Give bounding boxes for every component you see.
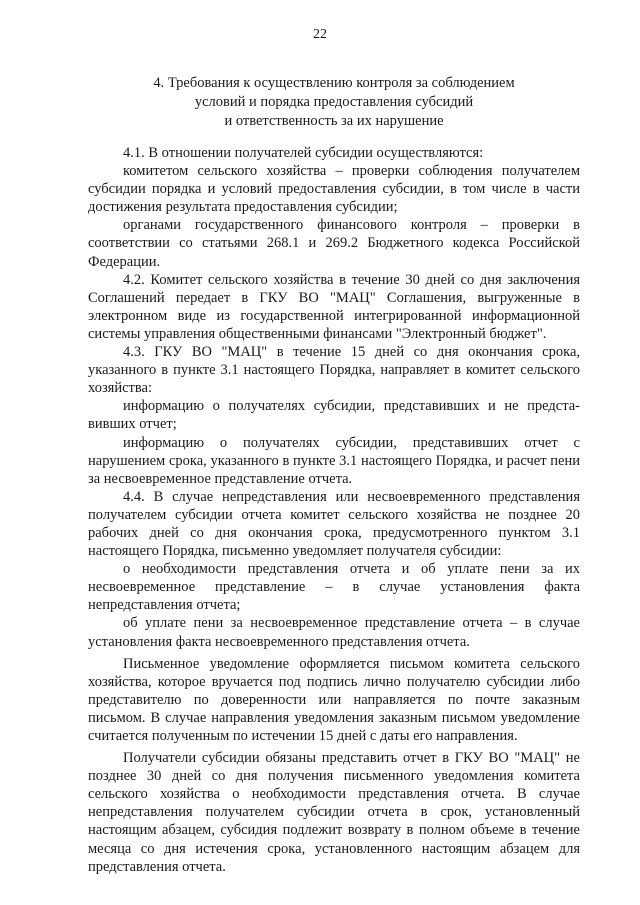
section-title-line: и ответственность за их нарушение (224, 113, 444, 129)
section-title (88, 74, 580, 131)
paragraph: информацию о получателях субсидии, представивших и не предста-вивших отчет; (88, 398, 580, 433)
paragraph: об уплате пени за несвоевременное представление отчета – в случае установления факта несвоевременного представления отчета. (88, 615, 580, 650)
section-title-line: условий и порядка предоставления субсидий (194, 94, 474, 110)
paragraph: информацию о получателях субсидии, представивших отчет с нарушением срока, указанного в пункте 3.1 настоящего Порядка, и расчет пени за несвоевременное представление отчета. (88, 434, 580, 487)
document-body (88, 144, 580, 876)
paragraph: Письменное уведомление оформляется письмом комитета сельского хозяйства, которое вручается под подпись лично получателю субсидии либо представителю по доверенности или направляется по почте заказным письмом. В случае направления уведомления заказным письмом уведомление считается полученным по истечении 15 дней с даты его направления. (88, 655, 580, 744)
paragraph: 4.3. ГКУ ВО "МАЦ" в течение 15 дней со дня окончания срока, указанного в пункте 3.1 настоящего Порядка, направляет в комитет сельского хозяйства: (88, 344, 580, 397)
paragraph: комитетом сельского хозяйства – проверки соблюдения получателем субсидии порядка и условий предоставления субсидии, в том числе в части достижения результата предоставления субсидии; (88, 163, 580, 216)
paragraph: 4.4. В случае непредставления или несвоевременного представления получателем субсидии отчета комитет сельского хозяйства не позднее 20 рабочих дней со дня окончания срока, предусмотренного пунктом 3.1 настоящего Порядка, письменно уведомляет получателя субсидии: (88, 488, 580, 560)
paragraph: о необходимости представления отчета и об уплате пени за их несвоевременное представление – в случае установления факта непредставления отчета; (88, 561, 580, 614)
page-number: 22 (313, 27, 327, 42)
paragraph: органами государственного финансового контроля – проверки в соответствии со статьями 268.1 и 269.2 Бюджетного кодекса Российской Федерации. (88, 217, 580, 270)
paragraph: 4.1. В отношении получателей субсидии осуществляются: (123, 145, 484, 161)
paragraph: Получатели субсидии обязаны представить отчет в ГКУ ВО "МАЦ" не позднее 30 дней со дня получения письменного уведомления комитета сельского хозяйства о необходимости представления отчета. В случае непредставления получателем субсидии отчета в срок, установленный настоящим абзацем, субсидия подлежит возврату в полном объеме в течение месяца со дня истечения срока, установленного настоящим абзацем для представления отчета. (88, 750, 580, 875)
section-title-line: 4. Требования к осуществлению контроля за соблюдением (153, 75, 515, 91)
paragraph: 4.2. Комитет сельского хозяйства в течение 30 дней со дня заключения Соглашений передает в ГКУ ВО "МАЦ" Соглашения, выгруженные в электронном виде из государственной интегрированной информационной системы управления общественными финансами "Электронный бюджет". (88, 271, 580, 342)
